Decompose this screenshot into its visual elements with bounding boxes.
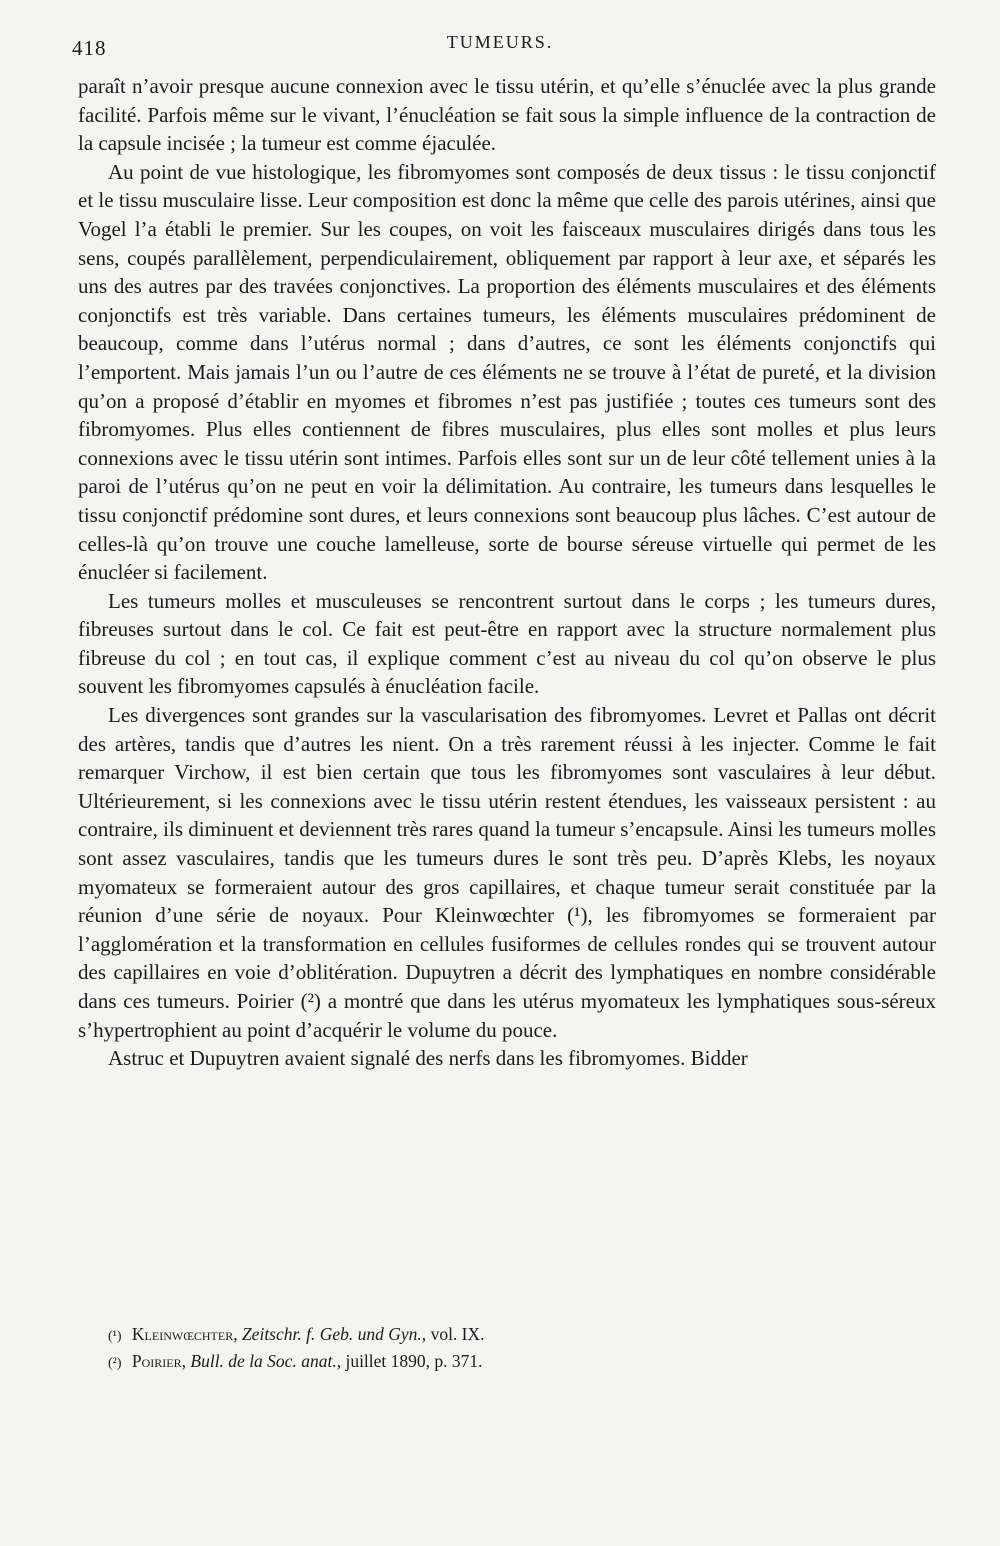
footnote-2-mark: (²) (108, 1356, 122, 1371)
paragraph-continued: paraît n’avoir presque aucune connexion avec le tissu utérin, et qu’elle s’énuclée avec la plus grande facilité. Parfois même sur le vivant, l’énucléation se fait sous la simple influence de la contraction de la capsule incisée ; la tumeur est comme éjaculée. (78, 74, 936, 156)
footnote-2-journal: Bull. de la Soc. anat., (190, 1351, 342, 1371)
footnote-2 (108, 1349, 928, 1376)
page-number: 418 (72, 36, 107, 60)
footnote-1-journal: Zeitschr. f. Geb. und Gyn., (241, 1324, 427, 1344)
footnotes (108, 1322, 928, 1376)
footnote-1-reference: vol. IX. (430, 1324, 485, 1344)
paragraph-vascularisation: Les divergences sont grandes sur la vascularisation des fibromyomes. Levret et Pallas ont décrit des artères, tandis que d’autres les nient. On a très rarement réussi à les injecter. Comme le fait remarquer Virchow, il est bien certain que tous les fibromyomes sont vasculaires à leur début. Ultérieurement, si les connexions avec le tissu utérin restent étendues, les vaisseaux persistent : au contraire, ils diminuent et deviennent très rares quand la tumeur s’encapsule. Ainsi les tumeurs molles sont assez vasculaires, tandis que les tumeurs dures le sont très peu. D’après Klebs, les noyaux myomateux se formeraient autour des gros capillaires, et chaque tumeur serait constituée par la réunion d’une série de noyaux. Pour Kleinwœchter (¹), les fibromyomes se formeraient par l’agglomération et la transformation en cellules fusiformes de cellules rondes qui se trouvent autour des capillaires en voie d’oblitération. Dupuytren a décrit des lymphatiques en nombre considérable dans ces tumeurs. Poirier (²) a montré que dans les utérus myomateux les lymphatiques sous-séreux s’hypertrophient au point d’acquérir le volume du pouce. (78, 703, 936, 1042)
footnote-2-author: Poirier, (131, 1351, 187, 1371)
paragraph-nerfs: Astruc et Dupuytren avaient signalé des nerfs dans les fibromyomes. Bidder (108, 1046, 748, 1071)
body-text (78, 72, 936, 1073)
footnote-1-mark: (¹) (108, 1329, 122, 1344)
paragraph-histologie: Au point de vue histologique, les fibromyomes sont composés de deux tissus : le tissu conjonctif et le tissu musculaire lisse. Leur composition est donc la même que celle des parois utérines, ainsi que Vogel l’a établi le premier. Sur les coupes, on voit les faisceaux musculaires dirigés dans tous les sens, coupés parallèlement, perpendiculairement, obliquement par rapport à leur axe, et séparés les uns des autres par des travées conjonctives. La proportion des éléments musculaires et des éléments conjonctifs est très variable. Dans certaines tumeurs, les éléments musculaires prédominent de beaucoup, comme dans l’utérus normal ; dans d’autres, ce sont les éléments conjonctifs qui l’emportent. Mais jamais l’un ou l’autre de ces éléments ne se trouve à l’état de pureté, et la division qu’on a proposé d’établir en myomes et fibromes n’est pas justifiée ; toutes ces tumeurs sont des fibromyomes. Plus elles contiennent de fibres musculaires, plus elles sont molles et plus leurs connexions avec le tissu utérin sont intimes. Parfois elles sont sur un de leur côté tellement unies à la paroi de l’utérus qu’on ne peut en voir la délimitation. Au contraire, les tumeurs dans lesquelles le tissu conjonctif prédomine sont dures, et leurs connexions sont beaucoup plus lâches. C’est autour de celles-là qu’on trouve une couche lamelleuse, sorte de bourse séreuse virtuelle qui permet de les énucléer si facilement. (78, 159, 936, 585)
paragraph-tumeurs-molles: Les tumeurs molles et musculeuses se rencontrent surtout dans le corps ; les tumeurs dures, fibreuses surtout dans le col. Ce fait est peut-être en rapport avec la structure normalement plus fibreuse du col ; en tout cas, il explique comment c’est au niveau du col qu’on observe le plus souvent les fibromyomes capsulés à énucléation facile. (78, 588, 936, 699)
running-title: TUMEURS. (446, 32, 554, 52)
footnote-2-reference: juillet 1890, p. 371. (345, 1351, 483, 1371)
footnote-1-author: Kleinwœchter, (131, 1324, 238, 1344)
footnote-1 (108, 1322, 928, 1349)
